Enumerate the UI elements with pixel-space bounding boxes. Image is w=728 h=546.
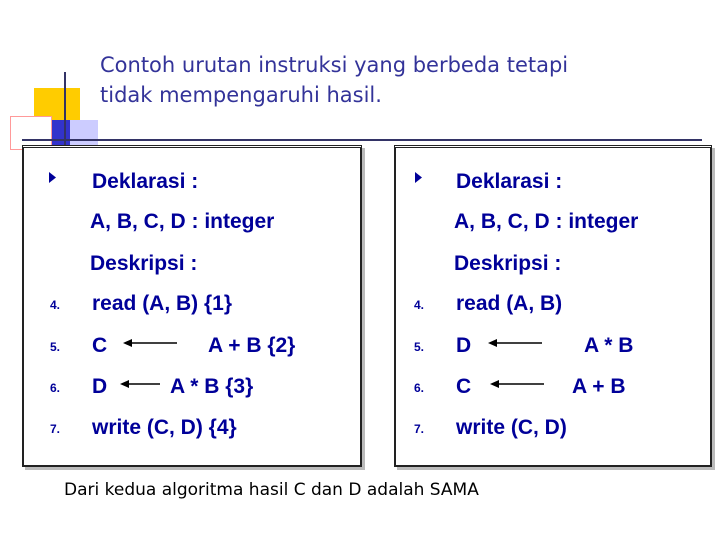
right-step-number: 7. — [414, 422, 425, 436]
left-step-var: D — [92, 375, 108, 398]
left-step-text: read (A, B) {1} — [92, 292, 233, 315]
right-step-expr: A + B — [572, 375, 626, 398]
left-description-label: Deskripsi : — [90, 252, 198, 275]
right-step-var: D — [456, 334, 472, 357]
right-step-expr: A * B — [584, 334, 634, 357]
conclusion-text: Dari kedua algoritma hasil C dan D adalah SAMA — [64, 480, 479, 500]
left-step-number: 5. — [50, 340, 61, 354]
right-description-label: Deskripsi : — [454, 252, 562, 275]
right-heading: Deklarasi : — [456, 170, 563, 193]
left-declaration: A, B, C, D : integer — [90, 210, 275, 233]
right-step-text: write (C, D) — [456, 416, 567, 439]
arrow-left-icon — [123, 337, 179, 349]
right-step-text: read (A, B) — [456, 292, 563, 315]
right-step-var: C — [456, 375, 472, 398]
right-step-number: 6. — [414, 381, 425, 395]
left-heading: Deklarasi : — [92, 170, 199, 193]
right-step-number: 4. — [414, 298, 425, 312]
left-step-text: write (C, D) {4} — [92, 416, 237, 439]
arrow-left-icon — [120, 378, 162, 390]
left-step-number: 6. — [50, 381, 61, 395]
left-step-number: 7. — [50, 422, 61, 436]
bullet-icon — [48, 171, 57, 184]
left-step-var: C — [92, 334, 108, 357]
bullet-icon — [414, 171, 423, 184]
left-step-expr: A + B {2} — [208, 334, 296, 357]
title-line-1: Contoh urutan instruksi yang berbeda tetapi — [100, 53, 569, 77]
title-line-2: tidak mempengaruhi hasil. — [100, 83, 382, 107]
right-step-number: 5. — [414, 340, 425, 354]
left-step-expr: A * B {3} — [170, 375, 254, 398]
title-divider — [22, 139, 702, 141]
right-declaration: A, B, C, D : integer — [454, 210, 639, 233]
arrow-left-icon — [488, 337, 544, 349]
decor-lavender-square — [70, 120, 98, 148]
left-step-number: 4. — [50, 298, 61, 312]
slide-title — [100, 50, 700, 110]
arrow-left-icon — [490, 378, 546, 390]
